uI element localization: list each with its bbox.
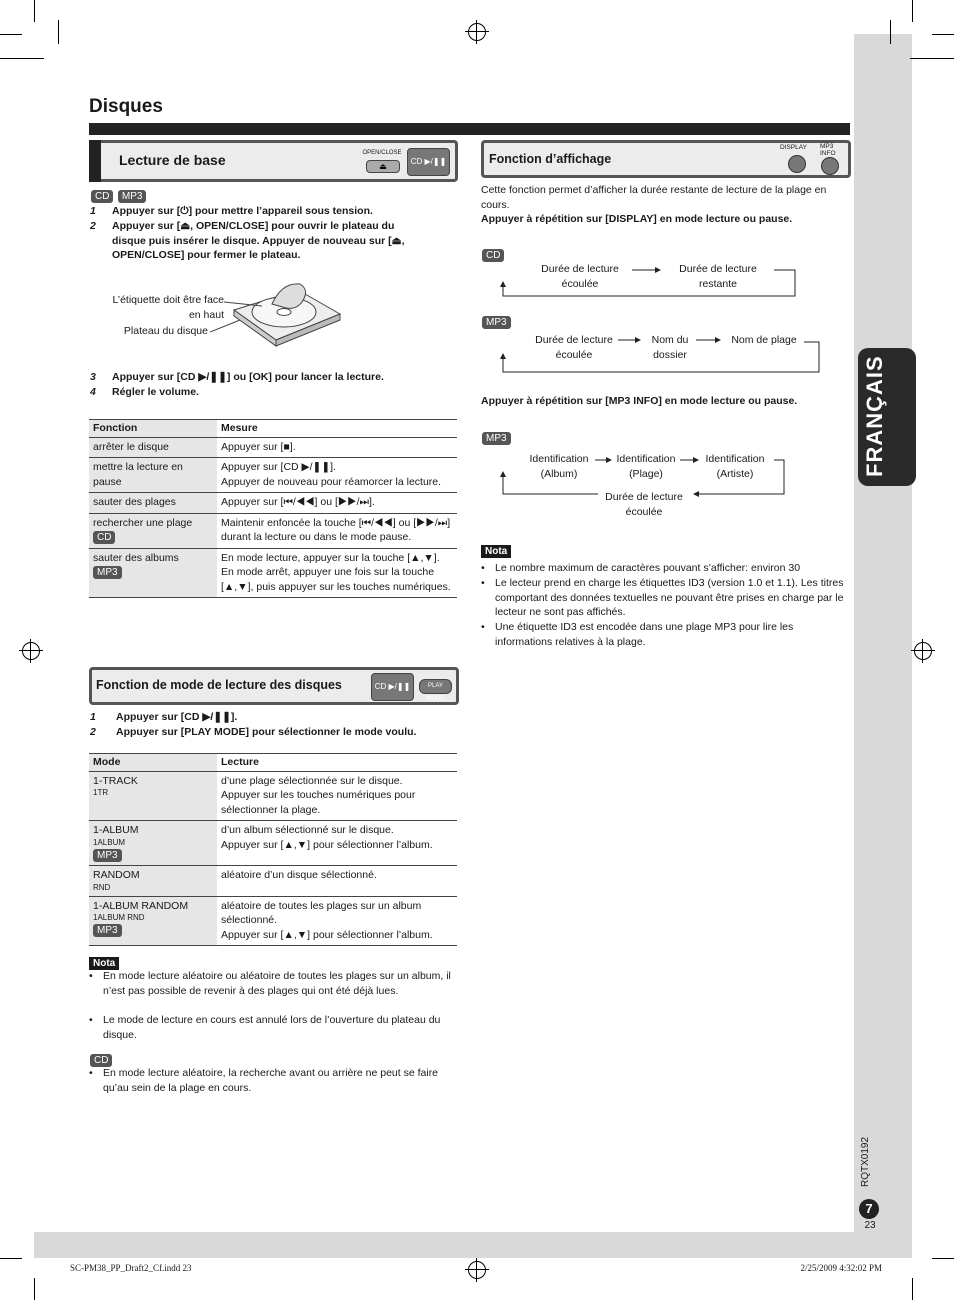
footer-timestamp: 2/25/2009 4:32:02 PM [800,1263,882,1273]
note-text: Une étiquette ID3 est encodée dans une plage MP3 pour lire les informations relatives à la plage. [495,621,794,648]
page-title: Disques [89,96,163,117]
lecture-cell: aléatoire de toutes les plages sur un album sélectionné. Appuyer sur [▲,▼] pour sélectionner l’album. [217,896,457,946]
footer-filename: SC-PM38_PP_Draft2_Cf.indd 23 [70,1263,192,1273]
flow-step: Durée de lecture écoulée [605,491,683,518]
table-row [89,437,457,458]
bullet-icon: • [481,621,485,633]
cd-badge: CD [90,1054,112,1067]
function-name: sauter des plages [93,496,176,508]
crop-mark [932,1258,954,1259]
mode-table [89,753,457,946]
mode-name: 1-ALBUM RANDOM [93,899,189,912]
step-text: Appuyer sur [CD ▶/❚❚]. [116,711,238,723]
section-title-mode: Fonction de mode de lecture des disques [96,678,342,692]
measure-cell: En mode lecture, appuyer sur la touche [▲,▼]. En mode arrêt, appuyer une fois sur la touche [▲,▼], puis appuyer sur les touches numériques. [217,548,457,598]
crop-mark [0,1258,22,1259]
mp3-info-button-icon [821,157,839,175]
document-code: RQTX0192 [860,1136,871,1188]
table-header-cell: Lecture [217,754,457,772]
flow-step: Identification (Album) [529,453,589,480]
media-badges [91,186,146,204]
mp3-badge: MP3 [118,190,147,203]
section-marker [89,140,101,182]
flow-step: Durée de lecture restante [679,263,757,290]
step-number: 1 [90,711,96,723]
note-item [481,576,849,622]
step-item [90,370,420,386]
lecture-cell: d’une plage sélectionnée sur le disque. Appuyer sur les touches numériques pour sélectionner la plage. [217,771,457,821]
play-mode-button-icon: PLAY MODE [419,679,452,694]
bottom-margin-bar [34,1232,912,1258]
step-number: 3 [90,371,96,383]
mode-cell [89,896,217,946]
table-row [89,821,457,866]
crop-mark [912,0,913,22]
cd-badge: CD [91,190,113,203]
step-text: Appuyer sur [PLAY MODE] pour sélectionner le mode voulu. [116,726,417,738]
mode-name: 1-TRACK [93,774,138,787]
figure-label-tray: Plateau du disque [123,325,208,337]
function-cell [89,458,217,493]
table-row [89,771,457,821]
step-text: Appuyer sur [⏏, OPEN/CLOSE] pour ouvrir le plateau du disque puis insérer le disque. Appuyer de nouveau sur [⏏, OPEN/CLOSE] pour fermer le plateau. [112,220,405,261]
language-tab-label: FRANÇAIS [862,355,887,477]
table-header-cell: Fonction [89,420,217,438]
cd-play-pause-button-icon: CD ▶/❚❚ [371,673,414,701]
table-header-cell: Mesure [217,420,457,438]
table-row [89,548,457,598]
step-item [90,219,420,265]
step-item [90,710,450,726]
flow-step: Durée de lecture écoulée [541,263,619,290]
crop-mark [34,1278,35,1300]
nota-badge: Nota [481,545,511,558]
note-item [481,561,849,577]
note-text: Le lecteur prend en charge les étiquettes ID3 (version 1.0 et 1.1). Les titres comportant des données textuelles ne pouvant être prises en charge par le lecteur ne sont pas affichés. [495,577,844,618]
mode-name: 1-ALBUM [93,824,139,836]
nota-badge: Nota [89,957,119,970]
mode-display-code: 1TR [93,788,109,797]
note-text: Le nombre maximum de caractères pouvant s’afficher: environ 30 [495,562,801,574]
step-text: Régler le volume. [112,386,199,398]
note-item [89,969,451,1015]
bullet-icon: • [89,970,93,982]
function-cell [89,548,217,598]
crop-mark [890,20,891,44]
table-header-row [89,754,457,772]
step-number: 1 [90,205,96,217]
function-table [89,419,457,598]
table-row [89,896,457,946]
step-item [90,385,420,401]
mode-cell [89,821,217,866]
cd-play-pause-button-icon: CD ▶/❚❚ [407,148,450,176]
crop-mark [58,20,59,44]
note-item [89,1013,451,1043]
step-text: Appuyer sur [CD ▶/❚❚] ou [OK] pour lancer la lecture. [112,371,384,383]
table-row [89,866,457,897]
registration-mark [468,1261,486,1279]
registration-mark [914,642,932,660]
mode-cell [89,866,217,897]
step-item [90,725,450,741]
bullet-icon: • [89,1014,93,1026]
measure-cell: Appuyer sur [■]. [217,437,457,458]
figure-label-label-side: L’étiquette doit être face en haut [112,294,224,321]
step-number: 2 [90,220,96,232]
step-number: 4 [90,386,96,398]
measure-cell: Maintenir enfoncée la touche [⏮/◀◀] ou [▶▶/⏭] durant la lecture ou dans le mode pause. [217,513,457,548]
registration-mark [468,23,486,41]
table-header-cell: Mode [89,754,217,772]
lecture-cell: aléatoire d’un disque sélectionné. [217,866,457,897]
flow-step: Identification (Plage) [616,453,676,480]
function-name: mettre la lecture en pause [93,461,183,488]
flow-step: Identification (Artiste) [705,453,765,480]
step-text: Appuyer sur [⏻] pour mettre l’appareil sous tension. [112,205,373,217]
section-title-affichage: Fonction d’affichage [489,152,612,166]
function-name: arrêter le disque [93,440,169,453]
note-item [481,620,849,650]
bullet-icon: • [481,577,485,589]
bullet-icon: • [89,1067,93,1079]
page-number: 23 [864,1220,876,1231]
mp3-badge: MP3 [482,316,511,329]
mp3-info-button-label: MP3 INFO [820,143,836,157]
display-button-icon [788,155,806,173]
mp3-flow-label [482,312,511,330]
crop-mark [910,58,954,59]
measure-cell: Appuyer sur [⏮/◀◀] ou [▶▶/⏭]. [217,493,457,514]
flow-step: Nom de plage [731,334,797,346]
section-title-lecture: Lecture de base [119,152,226,168]
note-text: Le mode de lecture en cours est annulé lors de l’ouverture du plateau du disque. [103,1014,441,1041]
affichage-instruction-mp3info: Appuyer à répétition sur [MP3 INFO] en mode lecture ou pause. [481,395,798,407]
mode-display-code: 1ALBUM RND [93,913,145,922]
affichage-instruction-display: Appuyer à répétition sur [DISPLAY] en mode lecture ou pause. [481,213,793,225]
mp3-info-flow-label [482,428,511,446]
crop-mark [932,34,954,35]
lecture-cell: d’un album sélectionné sur le disque. Appuyer sur [▲,▼] pour sélectionner l’album. [217,821,457,866]
mode-cell [89,771,217,821]
mp3-badge: MP3 [93,849,122,862]
crop-mark [0,58,44,59]
page-number-circle: 7 [859,1199,879,1219]
mp3-badge: MP3 [93,924,122,937]
table-row [89,513,457,548]
nota-label [481,541,511,559]
crop-mark [34,0,35,22]
function-cell [89,493,217,514]
cd-badge: CD [93,531,115,544]
mode-display-code: 1ALBUM [93,837,126,847]
step-item [90,204,420,220]
note-text: En mode lecture aléatoire, la recherche avant ou arrière ne peut se faire qu’au sein de la plage en cours. [103,1067,439,1094]
crop-mark [0,34,22,35]
bullet-icon: • [481,562,485,574]
flow-step: Nom du dossier [651,334,689,361]
function-cell [89,513,217,548]
table-row [89,458,457,493]
table-row [89,493,457,514]
step-number: 2 [90,726,96,738]
note-text: En mode lecture aléatoire ou aléatoire de toutes les plages sur un album, il n’est pas possible de revenir à des plages qui ont été déjà lues. [103,970,451,997]
note-item [89,1066,451,1096]
mode-display-code: RND [93,882,111,892]
table-header-row [89,420,457,438]
title-rule [89,123,850,135]
mp3-badge: MP3 [482,432,511,445]
disc-tray-illustration [210,268,350,352]
function-name: sauter des albums [93,551,179,564]
flow-step: Durée de lecture écoulée [535,334,613,361]
affichage-intro: Cette fonction permet d’afficher la durée restante de lecture de la plage en cours. [481,184,827,211]
crop-mark [912,1278,913,1300]
side-margin-bar [854,34,912,1232]
mode-name: RANDOM [93,869,140,881]
open-close-label: OPEN/CLOSE [362,150,402,156]
measure-cell: Appuyer sur [CD ▶/❚❚]. Appuyer de nouveau pour réamorcer la lecture. [217,458,457,493]
function-cell [89,437,217,458]
mp3-badge: MP3 [93,566,122,579]
function-name: rechercher une plage [93,516,193,529]
cd-badge: CD [482,249,504,262]
registration-mark [22,642,40,660]
display-button-label: DISPLAY [780,144,807,151]
eject-button-icon: ⏏ [366,160,400,173]
